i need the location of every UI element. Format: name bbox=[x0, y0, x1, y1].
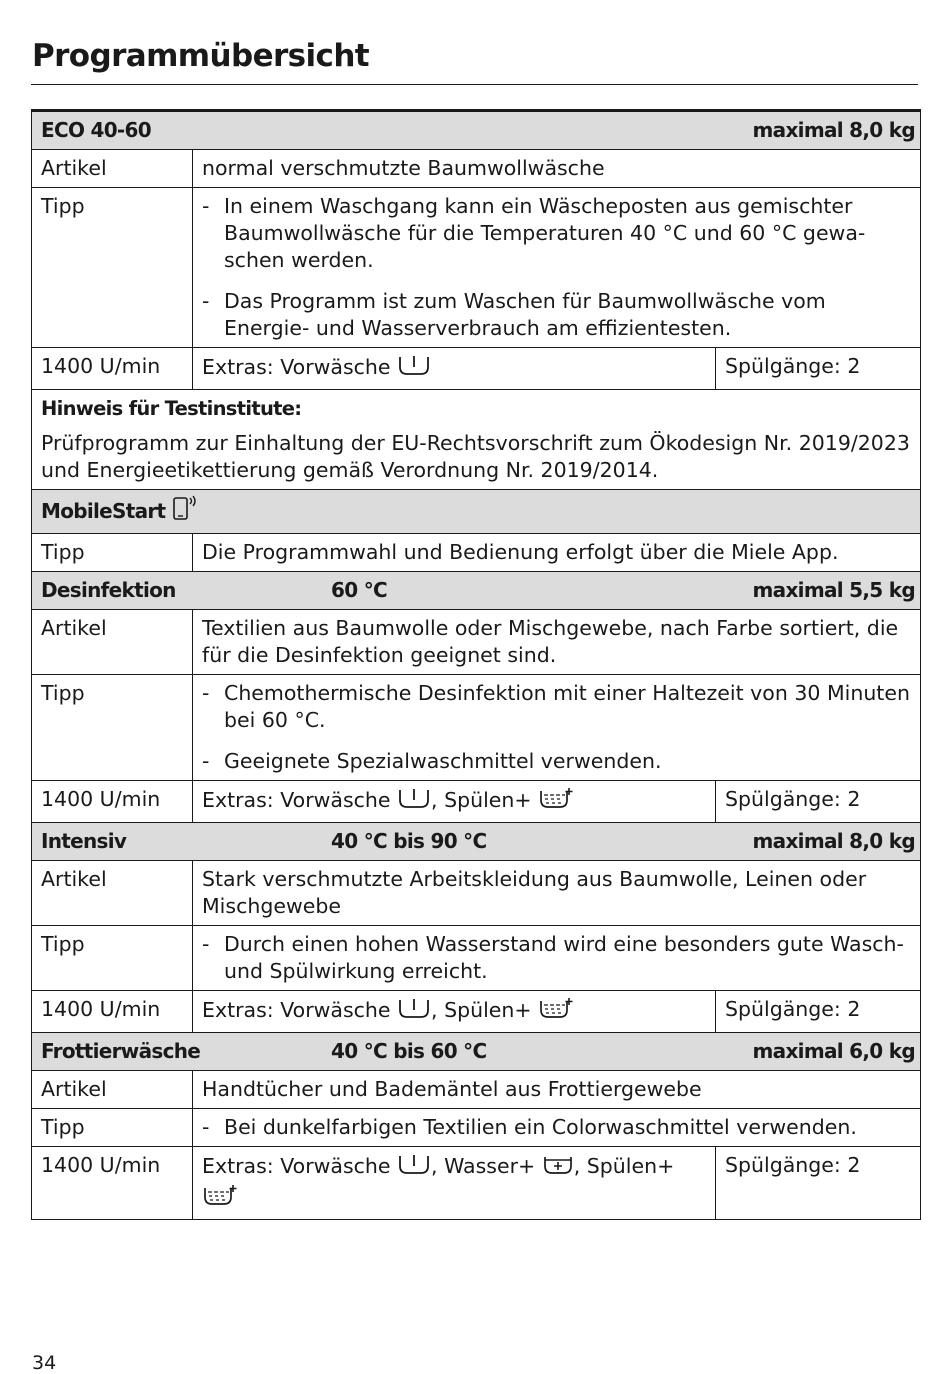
extras-text: , Wasser+ bbox=[431, 1154, 536, 1178]
prewash-tub-icon bbox=[397, 353, 431, 384]
program-temperature: 60 °C bbox=[331, 578, 387, 602]
program-temperature: 40 °C bis 60 °C bbox=[331, 1039, 487, 1063]
artikel-text: Stark verschmutzte Arbeitskleidung aus Baumwolle, Leinen oder Mischgewebe bbox=[193, 861, 921, 926]
rinse-count: Spülgänge: 2 bbox=[716, 348, 921, 390]
table-row bbox=[32, 675, 921, 781]
row-label: Artikel bbox=[32, 150, 193, 188]
tip-item: - Chemothermische Desinfektion mit einer Haltezeit von 30 Minuten bei 60 °C. bbox=[202, 680, 911, 734]
table-row bbox=[32, 991, 921, 1033]
spin-speed: 1400 U/min bbox=[32, 1147, 193, 1220]
note-text: Prüfprogramm zur Einhaltung der EU-Rechtsvorschrift zum Ökodesign Nr. 2019/2023 und Energieetikettierung gemäß Verordnung Nr. 2019/2014. bbox=[41, 431, 910, 482]
rinse-plus-icon bbox=[538, 786, 574, 817]
table-row bbox=[32, 610, 921, 675]
extras-text: , Spülen+ bbox=[431, 788, 532, 812]
program-table bbox=[31, 109, 921, 1220]
program-header-mobilestart bbox=[32, 490, 921, 534]
program-header-desinfektion bbox=[32, 572, 921, 610]
rinse-count: Spülgänge: 2 bbox=[716, 781, 921, 823]
program-name: Desinfektion bbox=[41, 578, 176, 602]
program-name: MobileStart bbox=[41, 499, 166, 523]
row-label: Tipp bbox=[32, 1109, 193, 1147]
table-row bbox=[32, 188, 921, 348]
program-name: Intensiv bbox=[41, 829, 127, 853]
program-name: Frottierwäsche bbox=[41, 1039, 201, 1063]
tip-text: Die Programmwahl und Bedienung erfolgt über die Miele App. bbox=[193, 534, 921, 572]
table-row bbox=[32, 534, 921, 572]
program-temperature: 40 °C bis 90 °C bbox=[331, 829, 487, 853]
program-header-intensiv bbox=[32, 823, 921, 861]
tip-item: - Das Programm ist zum Waschen für Baumwollwäsche vom Energie- und Wasserverbrauch am effizientesten. bbox=[202, 288, 911, 342]
row-label: Tipp bbox=[32, 675, 193, 781]
program-header-frottier bbox=[32, 1033, 921, 1071]
table-row bbox=[32, 926, 921, 991]
rinse-count: Spülgänge: 2 bbox=[716, 991, 921, 1033]
table-row bbox=[32, 390, 921, 490]
tip-item: - In einem Waschgang kann ein Wäscheposten aus gemischter Baumwollwäsche für die Temperaturen 40 °C und 60 °C gewaschen werden. bbox=[202, 193, 911, 274]
extras-text: Extras: Vorwäsche bbox=[202, 355, 391, 379]
tip-item: - Durch einen hohen Wasserstand wird eine besonders gute Wasch- und Spülwirkung erreicht. bbox=[202, 931, 911, 985]
row-label: Artikel bbox=[32, 610, 193, 675]
artikel-text: Handtücher und Bademäntel aus Frottiergewebe bbox=[193, 1071, 921, 1109]
page-number: 34 bbox=[32, 1352, 57, 1374]
row-label: Tipp bbox=[32, 188, 193, 348]
extras-text: Extras: Vorwäsche bbox=[202, 788, 391, 812]
tip-item: - Bei dunkelfarbigen Textilien ein Colorwaschmittel verwenden. bbox=[202, 1114, 911, 1141]
program-max-load: maximal 6,0 kg bbox=[752, 1039, 915, 1063]
spin-speed: 1400 U/min bbox=[32, 781, 193, 823]
program-max-load: maximal 5,5 kg bbox=[752, 578, 915, 602]
table-row bbox=[32, 861, 921, 926]
artikel-text: Textilien aus Baumwolle oder Mischgewebe, nach Farbe sortiert, die für die Desinfektion geeignet sind. bbox=[193, 610, 921, 675]
extras-text: Extras: Vorwäsche bbox=[202, 1154, 391, 1178]
table-row bbox=[32, 1071, 921, 1109]
row-label: Artikel bbox=[32, 1071, 193, 1109]
program-max-load: maximal 8,0 kg bbox=[752, 829, 915, 853]
prewash-tub-icon bbox=[397, 1152, 431, 1183]
prewash-tub-icon bbox=[397, 786, 431, 817]
table-row bbox=[32, 150, 921, 188]
water-plus-icon bbox=[542, 1152, 574, 1183]
row-label: Tipp bbox=[32, 534, 193, 572]
extras-text: , Spülen+ bbox=[573, 1154, 675, 1178]
page-title: Programmübersicht bbox=[32, 38, 370, 74]
table-row bbox=[32, 1147, 921, 1220]
program-name: ECO 40-60 bbox=[41, 118, 151, 142]
table-row bbox=[32, 1109, 921, 1147]
row-label: Tipp bbox=[32, 926, 193, 991]
rinse-plus-icon bbox=[202, 1183, 238, 1214]
program-header-eco bbox=[32, 111, 921, 150]
row-label: Artikel bbox=[32, 861, 193, 926]
tip-item: - Geeignete Spezialwaschmittel verwenden. bbox=[202, 748, 911, 775]
spin-speed: 1400 U/min bbox=[32, 348, 193, 390]
table-row bbox=[32, 781, 921, 823]
spin-speed: 1400 U/min bbox=[32, 991, 193, 1033]
mobile-phone-icon bbox=[172, 495, 198, 528]
note-title: Hinweis für Testinstitute: bbox=[41, 397, 302, 420]
extras-text: Extras: Vorwäsche bbox=[202, 998, 391, 1022]
prewash-tub-icon bbox=[397, 996, 431, 1027]
rinse-plus-icon bbox=[538, 996, 574, 1027]
program-max-load: maximal 8,0 kg bbox=[752, 118, 915, 142]
artikel-text: normal verschmutzte Baumwollwäsche bbox=[193, 150, 921, 188]
table-row bbox=[32, 348, 921, 390]
extras-text: , Spülen+ bbox=[431, 998, 532, 1022]
title-rule bbox=[31, 84, 918, 85]
rinse-count: Spülgänge: 2 bbox=[716, 1147, 921, 1220]
